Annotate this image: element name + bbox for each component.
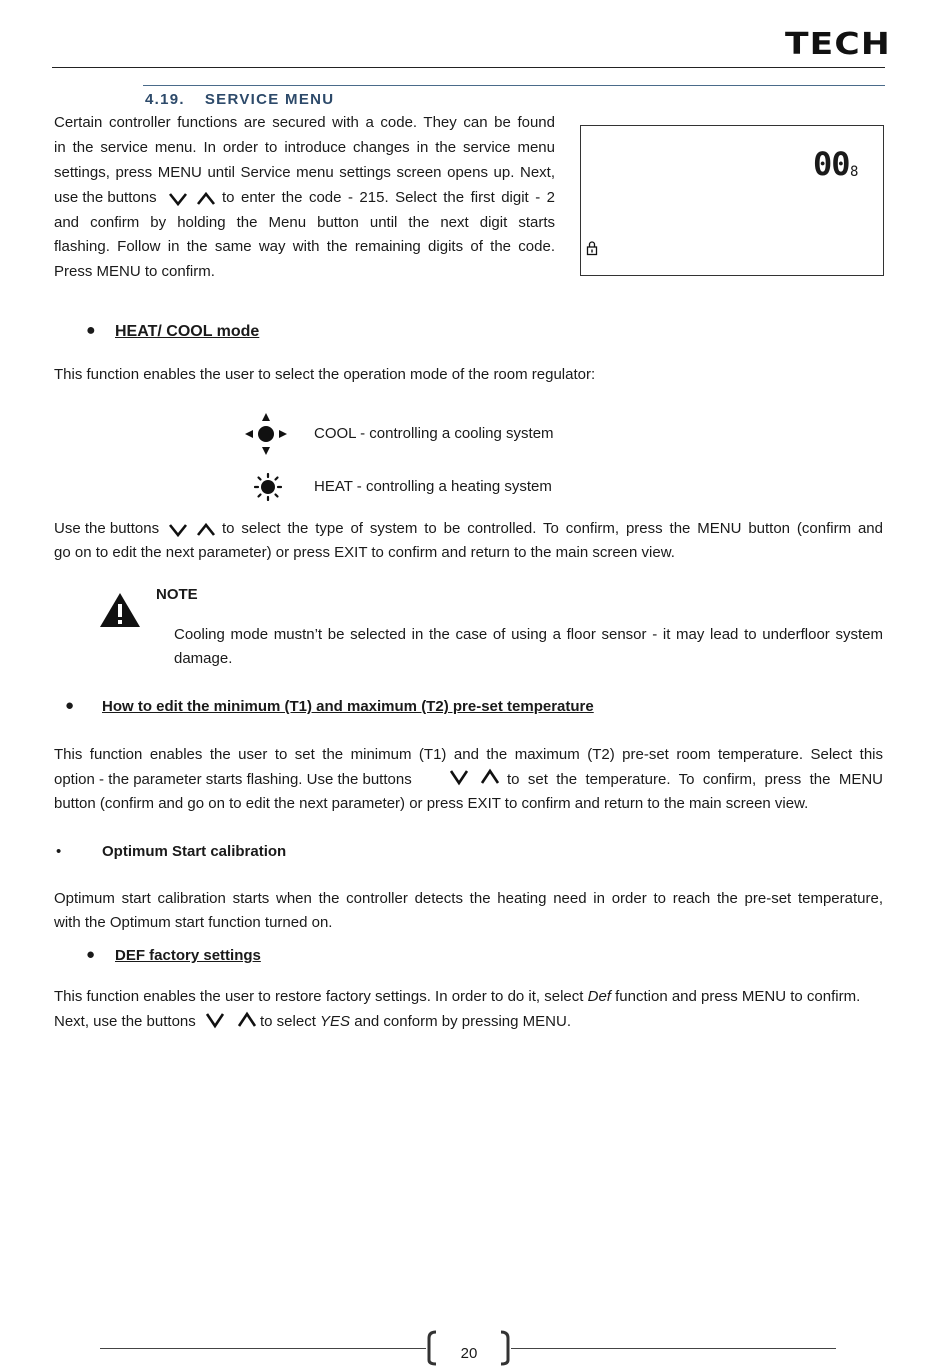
page-number: 20 [460, 1345, 478, 1362]
left-brace-icon [424, 1330, 438, 1366]
heatcool-heading: HEAT/ COOL mode [115, 323, 260, 340]
bullet-dot: ● [65, 697, 75, 714]
lcd-display [580, 125, 884, 276]
heatcool-description: This function enables the user to select the operation mode of the room regulator: [54, 366, 596, 383]
optimum-line-1: Optimum start calibration starts when the controller detects the heating need in order to reach the pre-set temperature, [54, 890, 883, 907]
def-line-2c: and conform by pressing MENU. [354, 1013, 571, 1030]
section-number: 4.19. [145, 91, 185, 108]
footer-rule-left [100, 1348, 426, 1349]
heatcool-use-a: Use the buttons [54, 520, 160, 537]
minmax-line-1: This function enables the user to set the minimum (T1) and the maximum (T2) pre-set room temperature. Select this [54, 746, 883, 763]
def-line-2b: to select [260, 1013, 316, 1030]
section-name: SERVICE MENU [204, 91, 335, 108]
down-up-arrows-icon [168, 521, 218, 539]
section-rule [143, 85, 885, 86]
def-line-2 [260, 1013, 571, 1030]
heatcool-use-b: to select the type of system to be controlled. To confirm, press the MENU button (confirm and [222, 520, 883, 537]
optimum-heading: Optimum Start calibration [102, 843, 287, 860]
warning-icon [99, 592, 141, 628]
down-up-arrows-icon [205, 1011, 261, 1029]
sun-heat-icon [254, 473, 282, 501]
note-line-1: Cooling mode mustn’t be selected in the case of using a floor sensor - it may lead to underfloor system [174, 626, 883, 643]
note-label: NOTE [156, 586, 198, 603]
def-yes-italic: YES [320, 1013, 351, 1030]
intro-line-2: in the service menu. In order to introduce changes in the service menu [54, 139, 555, 156]
intro-line-1: Certain controller functions are secured with a code. They can be found [54, 114, 555, 131]
down-up-arrows-icon [168, 190, 218, 208]
note-line-2: damage. [174, 650, 233, 667]
footer-rule-right [511, 1348, 836, 1349]
minmax-line-2b: to set the temperature. To confirm, press the MENU [507, 771, 883, 788]
section-title [145, 91, 354, 108]
heat-label: HEAT - controlling a heating system [314, 478, 552, 495]
bullet-dot: ● [86, 322, 96, 339]
header-rule [52, 67, 885, 68]
padlock-icon [586, 240, 598, 256]
def-line-2a: Next, use the buttons [54, 1013, 196, 1030]
bullet-dot: ● [86, 946, 96, 963]
right-brace-icon [499, 1330, 513, 1366]
def-line-1a: This function enables the user to restore factory settings. In order to do it, select [54, 988, 584, 1005]
cool-label: COOL - controlling a cooling system [314, 425, 554, 442]
heatcool-use-c: go on to edit the next parameter) or press EXIT to confirm and return to the main screen view. [54, 544, 675, 561]
def-heading: DEF factory settings [115, 947, 261, 964]
intro-line-7: Press MENU to confirm. [54, 263, 215, 280]
intro-line-5: and confirm by holding the Menu button until the next digit starts [54, 214, 555, 231]
minmax-line-2a: option - the parameter starts flashing. Use the buttons [54, 771, 412, 788]
def-line-1b: function and press MENU to confirm. [615, 988, 861, 1005]
intro-line-4a: use the buttons [54, 189, 157, 206]
optimum-line-2: with the Optimum start function turned on. [54, 914, 333, 931]
minmax-heading: How to edit the minimum (T1) and maximum (T2) pre-set temperature [102, 698, 594, 715]
minmax-line-3: button (confirm and go on to edit the next parameter) or press EXIT to confirm and return to the main screen view. [54, 795, 809, 812]
down-up-arrows-icon [449, 768, 503, 786]
def-line-1 [54, 988, 883, 1005]
intro-line-6: flashing. Follow in the same way with the remaining digits of the code. [54, 238, 555, 255]
def-italic: Def [587, 988, 611, 1005]
intro-line-4b: to enter the code - 215. Select the first digit - 2 [222, 189, 555, 206]
snowflake-cool-icon [245, 413, 287, 455]
bullet-dot: • [56, 843, 62, 860]
intro-line-3: settings, press MENU until Service menu settings screen opens up. Next, [54, 164, 555, 181]
lcd-digits: 00 [813, 145, 850, 183]
lcd-small-digit: 8 [850, 164, 859, 180]
tech-logo: TECH [785, 27, 891, 62]
